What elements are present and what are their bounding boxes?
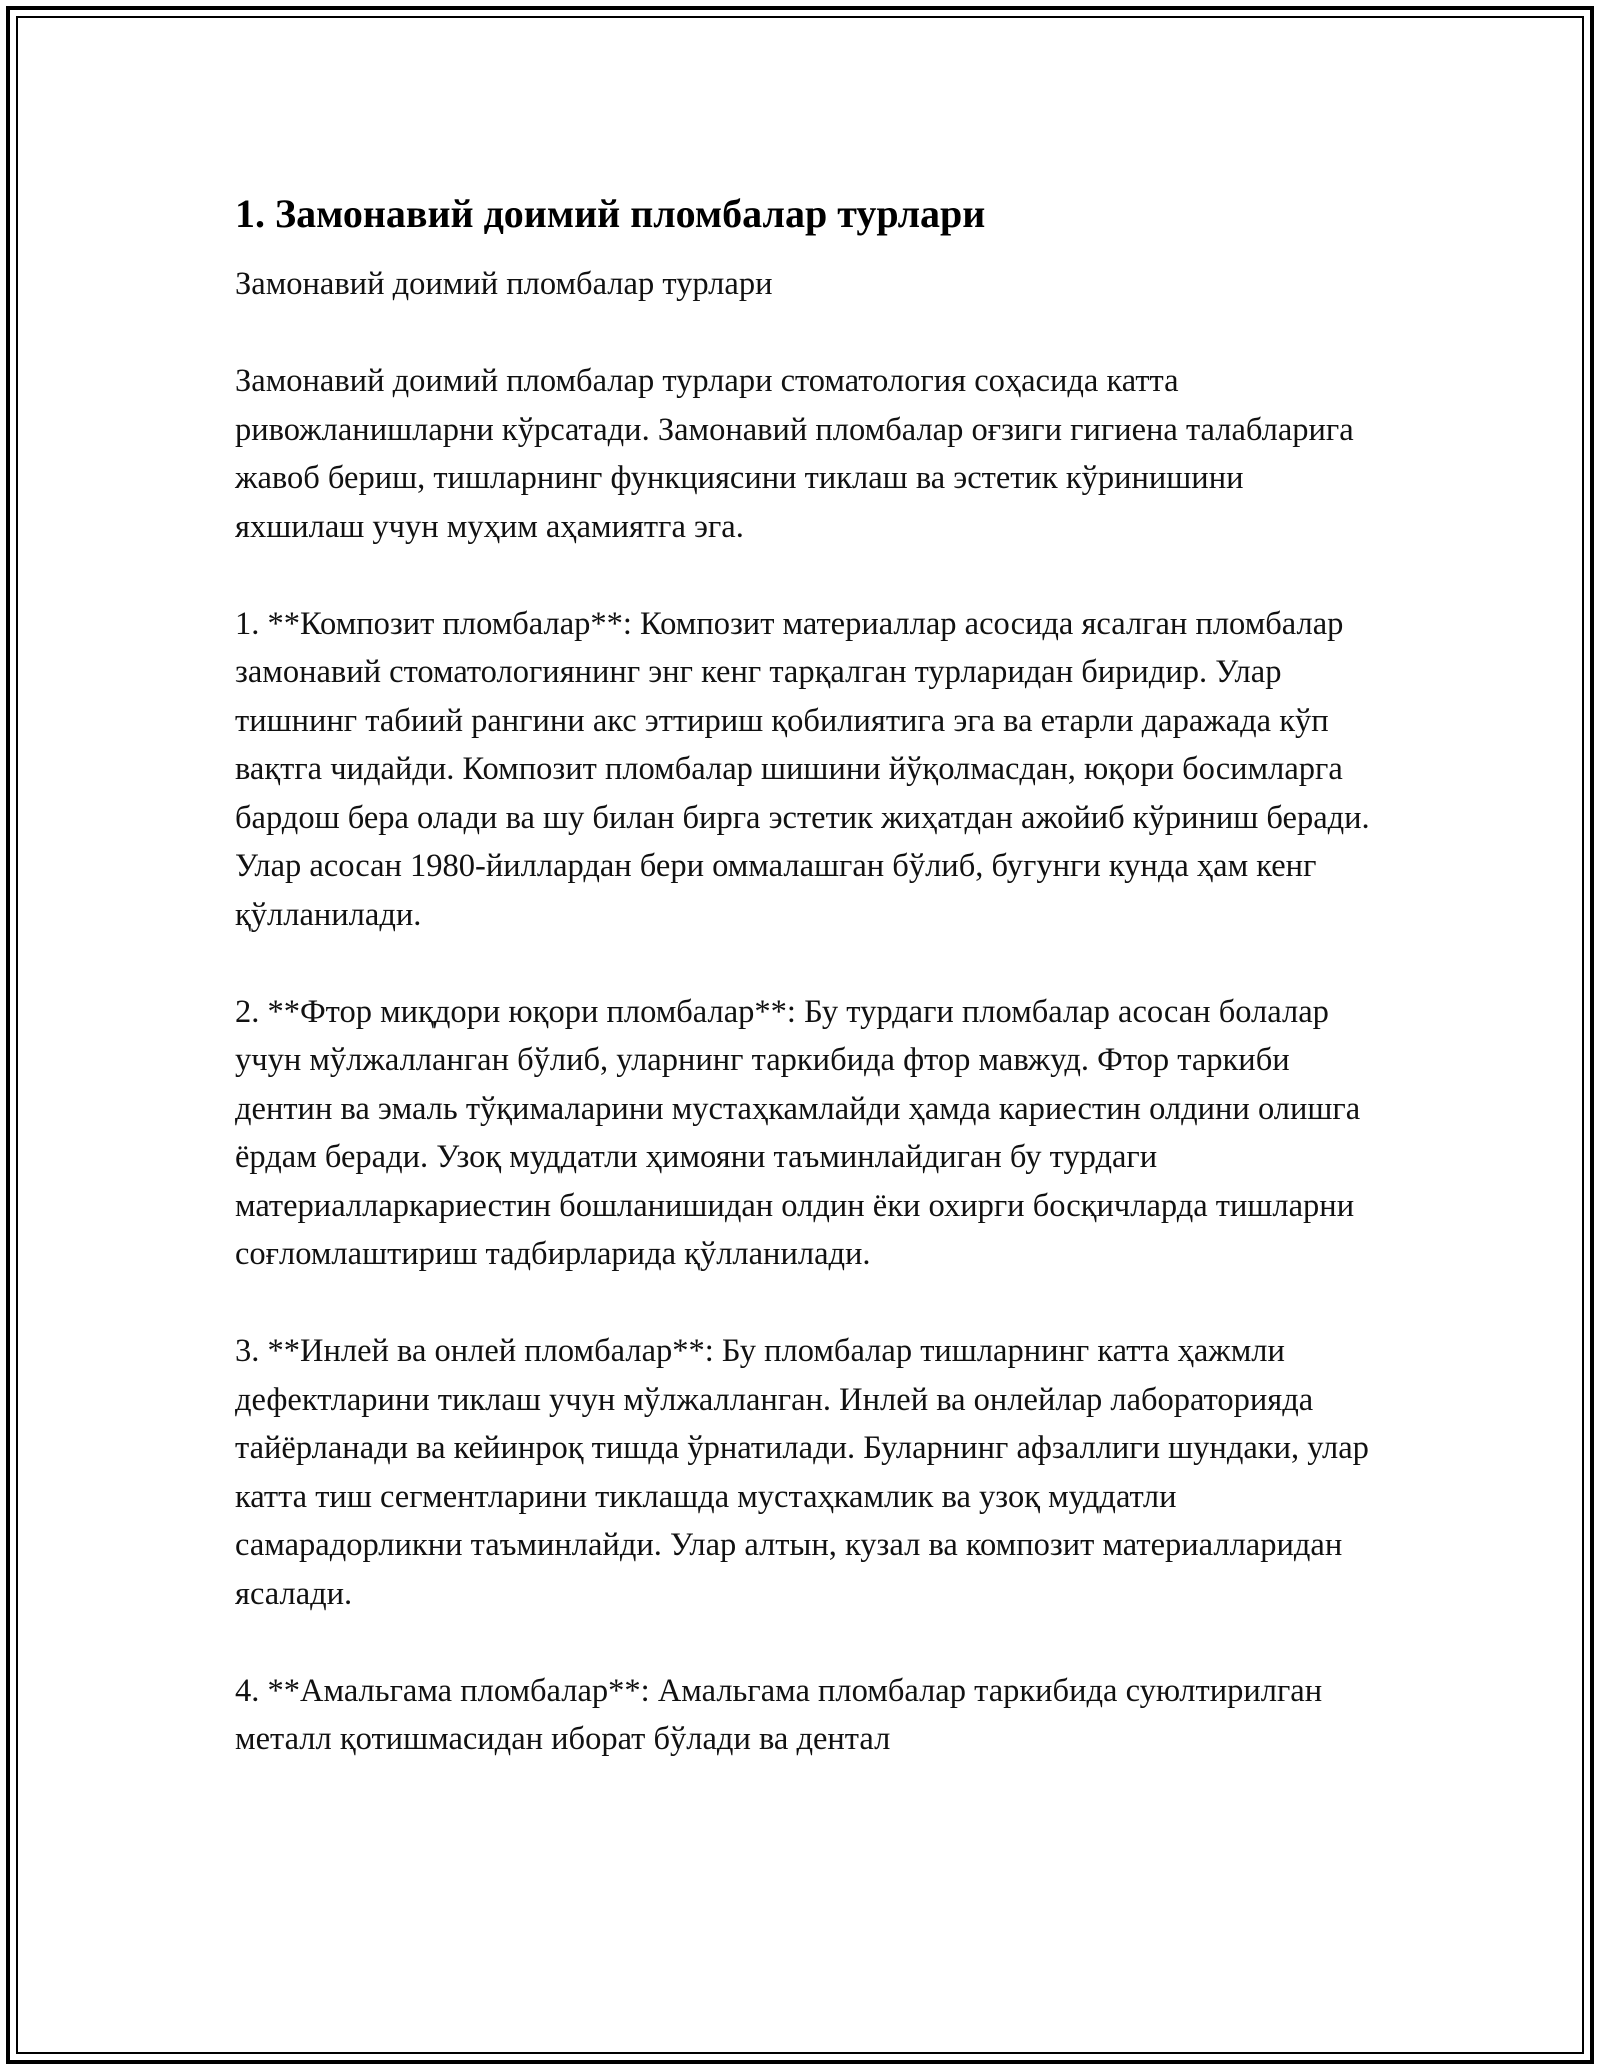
document-body <box>235 186 1375 1764</box>
list-item-composite: 1. **Композит пломбалар**: Композит материаллар асосида ясалган пломбалар замонавий стоматологиянинг энг кенг тарқалган турларидан биридир. Улар тишнинг табиий рангини акс эттириш қобилиятига эга ва етарли даражада кўп вақтга чидайди. Композит пломбалар шишини йўқолмасдан, юқори босимларга бардош бера олади ва шу билан бирга эстетик жиҳатдан ажойиб кўриниш беради. Улар асосан 1980-йиллардан бери оммалашган бўлиб, бугунги кунда ҳам кенг қўлланилади. <box>235 605 1370 933</box>
list-item-amalgam: 4. **Амальгама пломбалар**: Амальгама пломбалар таркибида суюлтирилган металл қотишмасидан иборат бўлади ва дентал <box>235 1672 1323 1757</box>
list-item-inlay-onlay: 3. **Инлей ва онлей пломбалар**: Бу пломбалар тишларнинг катта ҳажмли дефектларини тиклаш учун мўлжалланган. Инлей ва онлейлар лабораторияда тайёрланади ва кейинроқ тишда ўрнатилади. Буларнинг афзаллиги шундаки, улар катта тиш сегментларини тиклашда мустаҳкамлик ва узоқ муддатли самарадорликни таъминлайди. Улар алтын, кузал ва композит материалларидан ясалади. <box>235 1333 1369 1612</box>
document-subtitle: Замонавий доимий пломбалар турлари <box>235 266 773 302</box>
intro-paragraph: Замонавий доимий пломбалар турлари стоматология соҳасида катта ривожланишларни кўрсатади. Замонавий пломбалар оғзиги гигиена талабларига жавоб бериш, тишларнинг функциясини тиклаш ва эстетик кўринишини яхшилаш учун муҳим аҳамиятга эга. <box>235 363 1354 545</box>
document-title: 1. Замонавий доимий пломбалар турлари <box>235 191 986 236</box>
list-item-fluoride: 2. **Фтор миқдори юқори пломбалар**: Бу турдаги пломбалар асосан болалар учун мўлжалланган бўлиб, уларнинг таркибида фтор мавжуд. Фтор таркиби дентин ва эмаль тўқималарини мустаҳкамлайди ҳамда кариестин олдини олишга ёрдам беради. Узоқ муддатли ҳимояни таъминлайдиган бу турдаги материалларкариестин бошланишидан олдин ёки охирги босқичларда тишларни соғломлаштириш тадбирларида қўлланилади. <box>235 993 1361 1272</box>
